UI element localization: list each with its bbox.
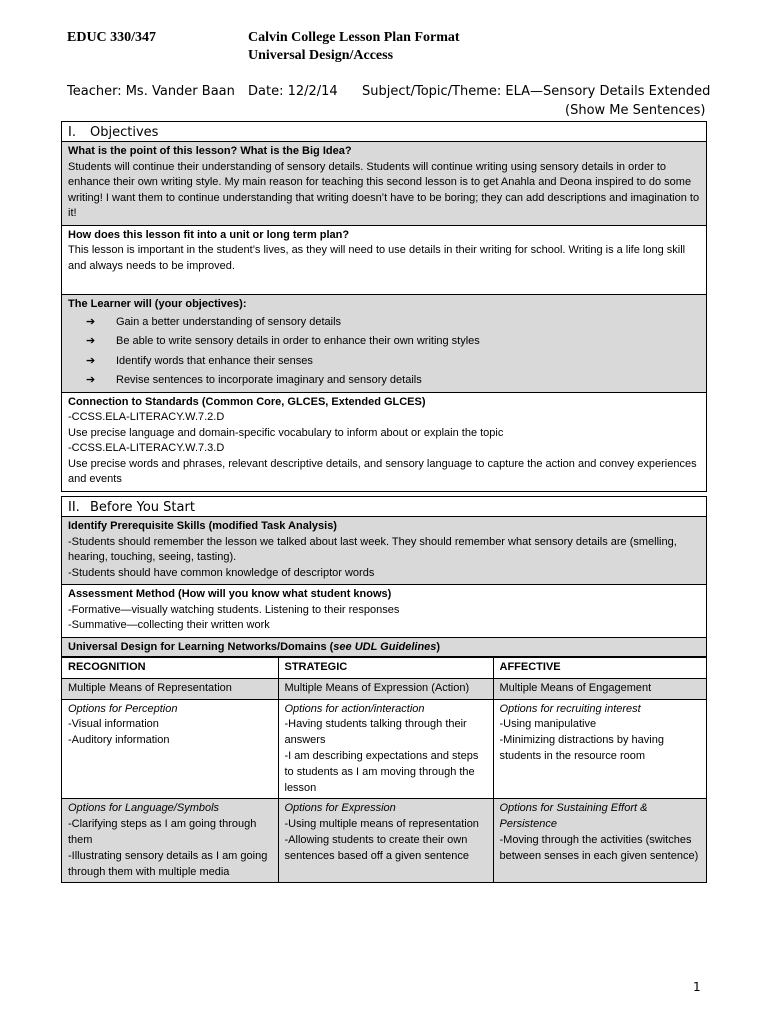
table-row <box>62 699 706 799</box>
column-header-strategic: STRATEGIC <box>278 658 493 679</box>
assessment-text: -Formative—visually watching students. Listening to their responses <box>68 603 400 616</box>
arrow-bullet-icon: ➔ <box>86 354 96 367</box>
assessment-text: -Summative—collecting their written work <box>68 619 270 631</box>
udl-table <box>62 657 706 882</box>
table-cell: Options for Sustaining Effort & Persistence -Moving through the activities (switches between senses in each given sentence) <box>493 799 706 882</box>
list-item: ➔ Revise sentences to incorporate imaginary and sensory details <box>86 371 700 391</box>
prerequisite-title: Identify Prerequisite Skills (modified Task Analysis) <box>68 520 337 532</box>
standard-text: Use precise language and domain-specific vocabulary to inform about or explain the topic <box>68 426 504 439</box>
long-term-plan-question: How does this lesson fit into a unit or long term plan? <box>68 228 350 241</box>
prerequisite-block <box>62 517 706 585</box>
section-number: II. <box>68 500 80 515</box>
table-row <box>62 678 706 699</box>
standard-text: Use precise words and phrases, relevant descriptive details, and sensory language to capture the action and convey experiences and events <box>68 457 697 485</box>
arrow-bullet-icon: ➔ <box>86 315 96 328</box>
big-idea-question: What is the point of this lesson? What is the Big Idea? <box>68 145 352 157</box>
learner-objectives-list <box>68 313 700 391</box>
table-row <box>62 658 706 679</box>
list-item: ➔ Gain a better understanding of sensory details <box>86 313 700 333</box>
standard-code: -CCSS.ELA-LITERACY.W.7.3.D <box>68 442 225 454</box>
objectives-heading <box>62 122 706 142</box>
means-engagement: Multiple Means of Engagement <box>493 678 706 699</box>
page-number: 1 <box>693 980 701 994</box>
standards-block <box>62 393 706 491</box>
table-cell: Options for action/interaction -Having students talking through their answers -I am describing expectations and steps to students as I am moving through the lesson <box>278 699 493 799</box>
udl-guidelines-ref: see UDL Guidelines <box>333 640 437 653</box>
assessment-block <box>62 585 706 638</box>
objectives-section <box>61 121 707 492</box>
subject-topic-continued: (Show Me Sentences) <box>565 103 706 118</box>
arrow-bullet-icon: ➔ <box>86 335 96 347</box>
means-expression: Multiple Means of Expression (Action) <box>278 678 493 699</box>
big-idea-block <box>62 142 706 226</box>
arrow-bullet-icon: ➔ <box>86 374 96 386</box>
before-you-start-section <box>61 496 707 883</box>
prerequisite-text: -Students should have common knowledge of descriptor words <box>68 566 375 579</box>
standards-title: Connection to Standards (Common Core, GLCES, Extended GLCES) <box>68 395 426 408</box>
lesson-date: Date: 12/2/14 <box>248 84 338 99</box>
table-cell: Options for Perception -Visual information -Auditory information <box>62 699 278 799</box>
list-item: ➔ Identify words that enhance their senses <box>86 352 700 372</box>
table-cell: Options for Language/Symbols -Clarifying steps as I am going through them -Illustrating sensory details as I am going through them with multiple media <box>62 799 278 882</box>
big-idea-answer: Students will continue their understanding of sensory details. Students will continue writing using sensory details in order to enhance their own writing style. My main reason for teaching this second lesson is to get Anahla and Deona inspired to do some writing! I want them to continue understanding that writing doesn’t have to be boring; they can add descriptions and imagination to it! <box>68 160 700 219</box>
list-item: ➔ Be able to write sensory details in order to enhance their own writing styles <box>86 332 700 352</box>
column-header-recognition: RECOGNITION <box>62 658 278 679</box>
column-header-affective: AFFECTIVE <box>493 658 706 679</box>
table-cell: Options for recruiting interest -Using manipulative -Minimizing distractions by having students in the resource room <box>493 699 706 799</box>
course-code: EDUC 330/347 <box>67 30 157 45</box>
section-title: Objectives <box>90 125 159 140</box>
assessment-title: Assessment Method (How will you know what student knows) <box>68 588 392 600</box>
means-representation: Multiple Means of Representation <box>62 678 278 699</box>
prerequisite-text: -Students should remember the lesson we talked about last week. They should remember what sensory details are (smelling, hearing, touching, seeing, tasting). <box>68 535 677 563</box>
standard-code: -CCSS.ELA-LITERACY.W.7.2.D <box>68 411 225 423</box>
section-title: Before You Start <box>90 500 195 515</box>
document-subtitle: Universal Design/Access <box>248 48 394 63</box>
long-term-plan-block <box>62 226 706 296</box>
udl-title: Universal Design for Learning Networks/Domains (see UDL Guidelines) <box>62 638 706 658</box>
subject-topic: Subject/Topic/Theme: ELA—Sensory Details Extended <box>362 84 711 99</box>
document-title: Calvin College Lesson Plan Format <box>248 30 460 45</box>
teacher-name: Teacher: Ms. Vander Baan <box>67 84 235 99</box>
learner-objectives-title: The Learner will (your objectives): <box>68 298 247 310</box>
learner-objectives-block <box>62 295 706 393</box>
long-term-plan-answer: This lesson is important in the student’s lives, as they will need to use details in their writing for school. Writing is a life long skill and always needs to be improved. <box>68 244 686 272</box>
section-number: I. <box>68 125 76 140</box>
before-you-start-heading <box>62 497 706 517</box>
table-row <box>62 799 706 882</box>
table-cell: Options for Expression -Using multiple means of representation -Allowing students to create their own sentences based off a given sentence <box>278 799 493 882</box>
